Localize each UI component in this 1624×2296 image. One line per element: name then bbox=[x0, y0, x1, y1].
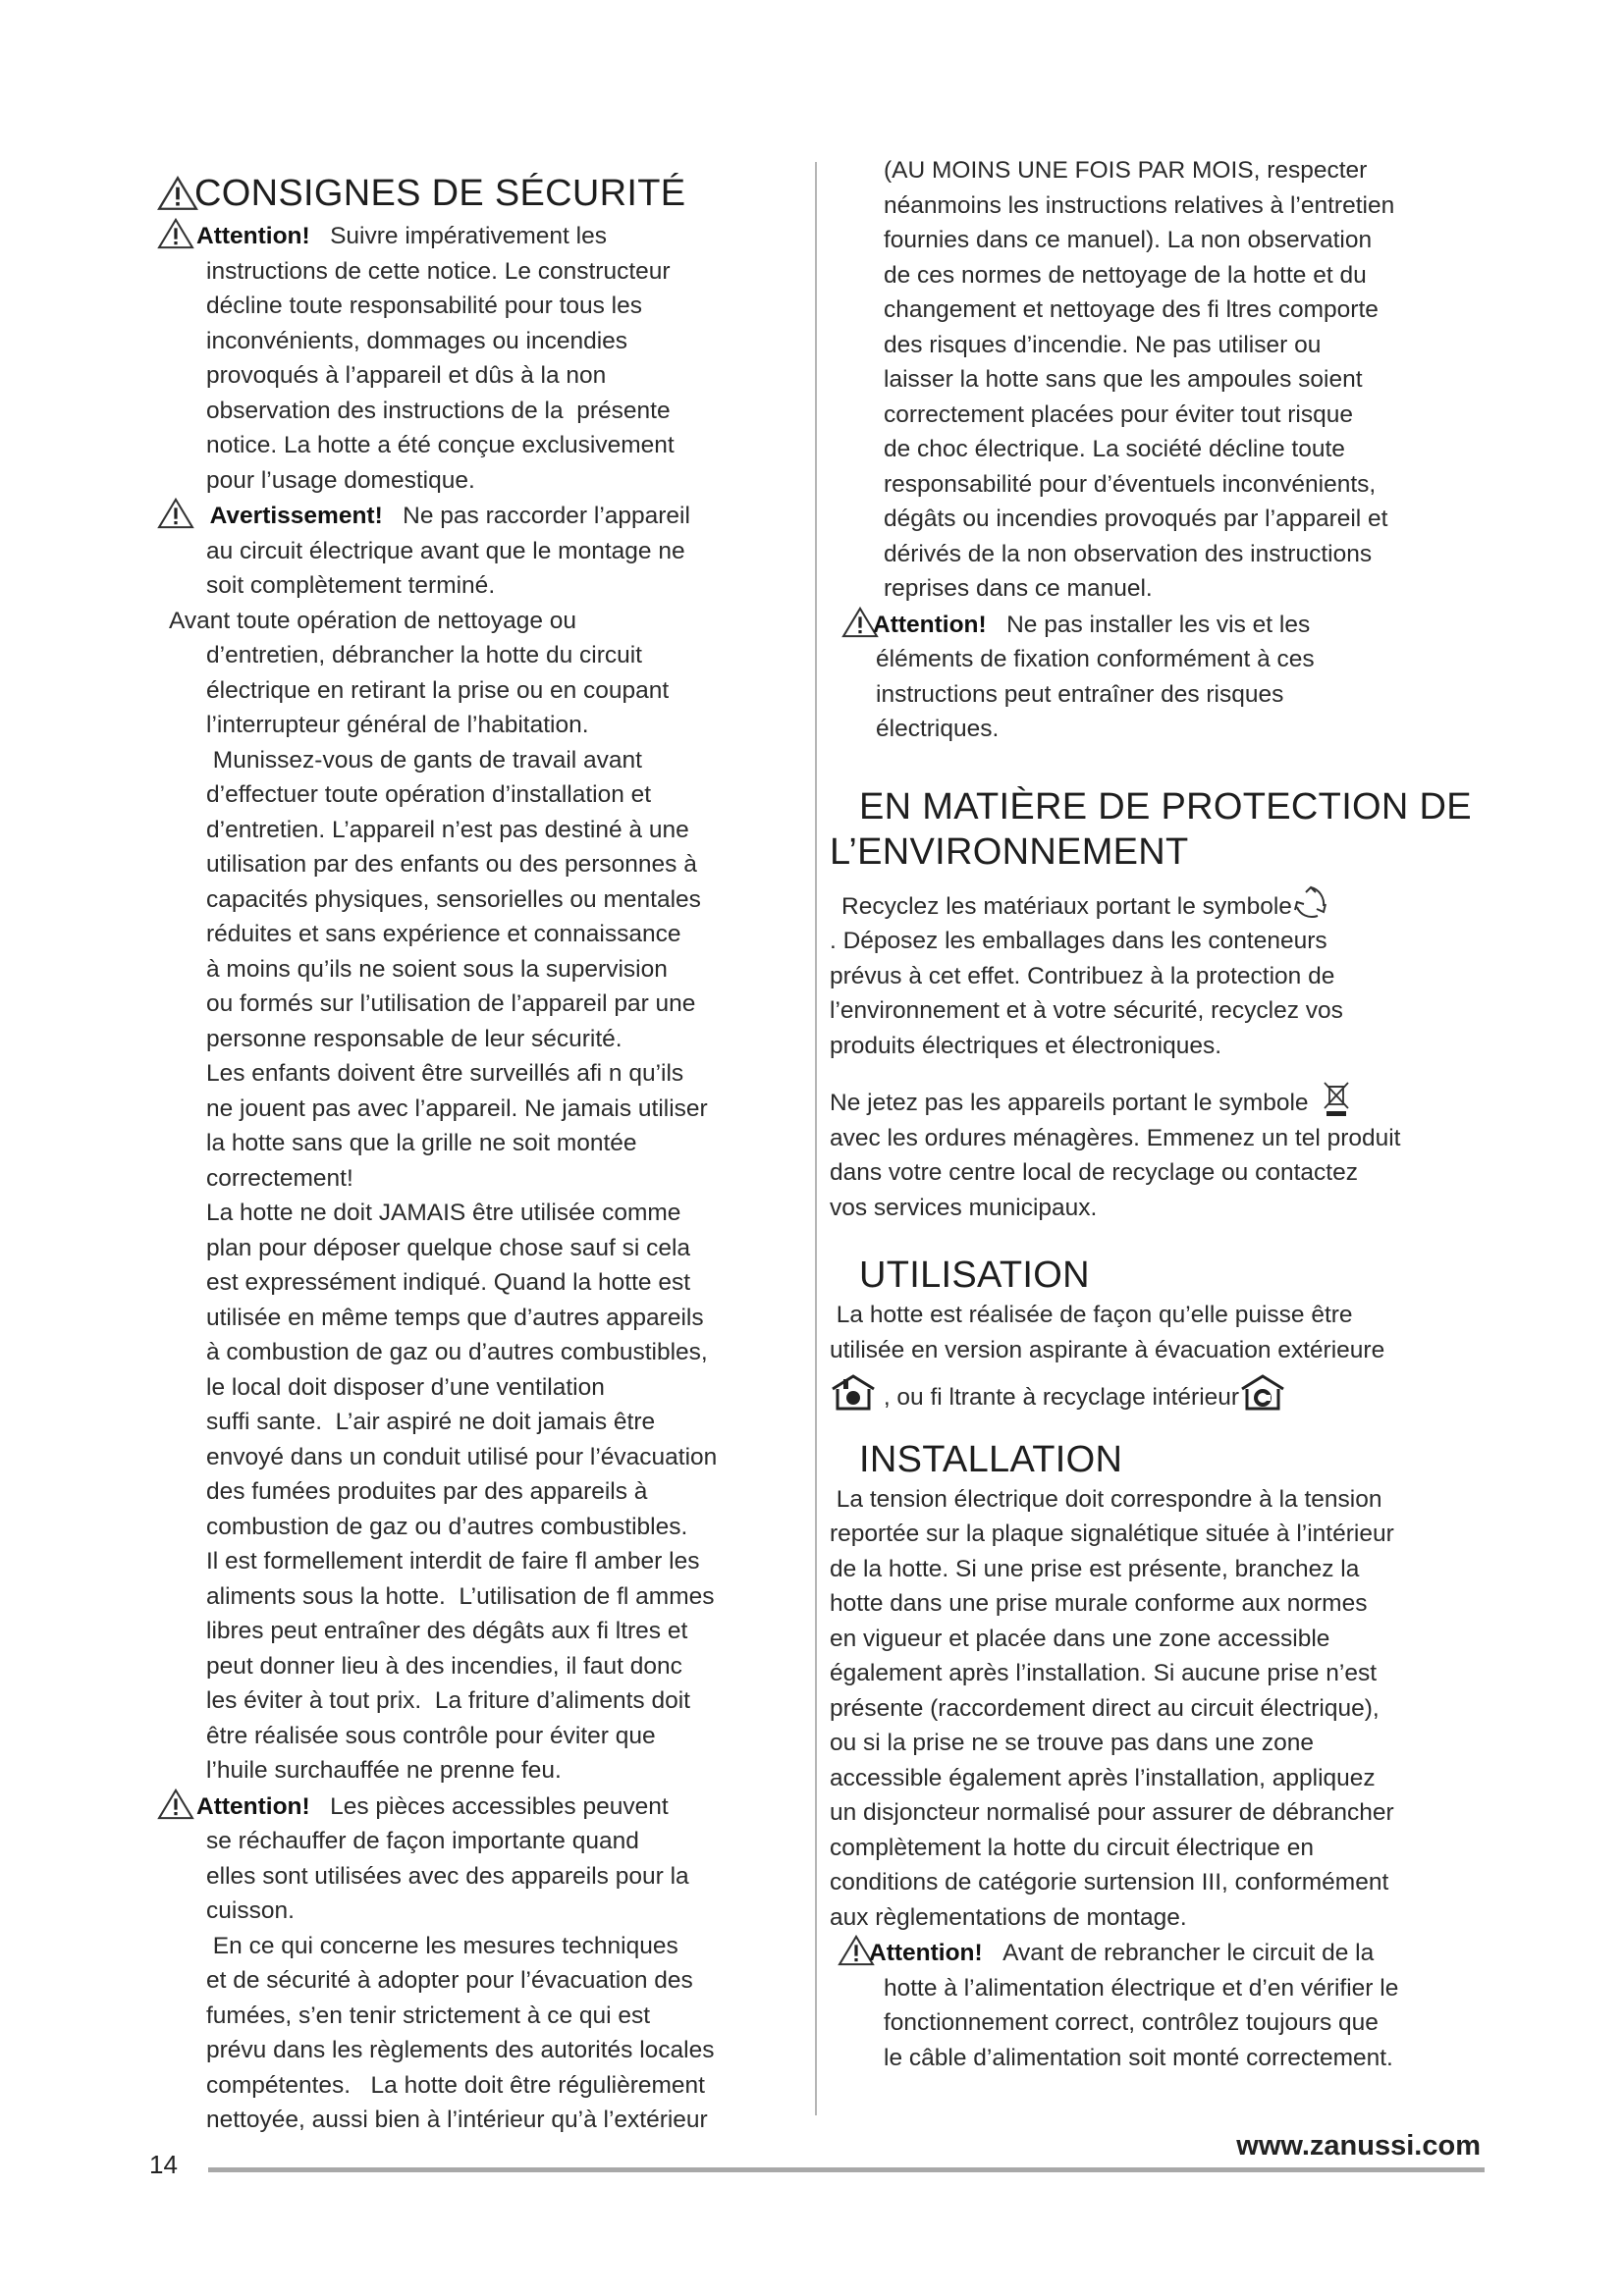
text-line: plan pour déposer quelque chose sauf si cela bbox=[206, 1234, 691, 1261]
text-line: provoqués à l’appareil et dûs à la non bbox=[206, 362, 607, 389]
footer-rule bbox=[208, 2167, 1485, 2172]
safety-cleaning bbox=[157, 604, 805, 743]
text-line: prévus à cet effet. Contribuez à la protection de bbox=[830, 962, 1335, 989]
text-line: , ou fi ltrante à recyclage intérieur bbox=[830, 1373, 1488, 1415]
text-line: décline toute responsabilité pour tous les bbox=[206, 293, 643, 319]
text-line: Attention! Les pièces accessibles peuvent bbox=[157, 1789, 805, 1825]
environment-recycle bbox=[830, 884, 1488, 1064]
text-line: Avant toute opération de nettoyage ou bbox=[169, 607, 577, 634]
text-line: au circuit électrique avant que le montage ne bbox=[206, 537, 685, 564]
text-line: utilisation par des enfants ou des personnes à bbox=[206, 851, 697, 878]
text-line: d’effectuer toute opération d’installation et bbox=[206, 781, 652, 808]
text-line: instructions peut entraîner des risques bbox=[876, 680, 1284, 708]
safety-attention-1 bbox=[157, 218, 805, 498]
text-line: Attention! Avant de rebrancher le circuit de la bbox=[838, 1935, 1488, 1971]
text-line: dégâts ou incendies provoqués par l’appareil et bbox=[884, 506, 1388, 532]
text-line: le câble d’alimentation soit monté correctement. bbox=[884, 2044, 1393, 2071]
extraction-mode-icon bbox=[830, 1373, 877, 1413]
text-line: est expressément indiqué. Quand la hotte est bbox=[206, 1269, 691, 1296]
text-line: Attention! Ne pas installer les vis et les bbox=[841, 607, 1488, 643]
text-line: dans votre centre local de recyclage ou contactez bbox=[830, 1159, 1358, 1186]
text-line: réduites et sans expérience et connaissance bbox=[206, 921, 681, 947]
usage-text bbox=[830, 1298, 1488, 1415]
text-line: changement et nettoyage des fi ltres comporte bbox=[884, 296, 1379, 323]
text-line: aux règlementations de montage. bbox=[830, 1903, 1187, 1931]
text-line: hotte à l’alimentation électrique et d’en vérifier le bbox=[884, 1974, 1399, 2002]
text-line: Les enfants doivent être surveillés afi n qu’ils bbox=[206, 1060, 684, 1087]
safety-technical bbox=[157, 1929, 805, 2138]
text-line: l’huile surchauffée ne prenne feu. bbox=[206, 1757, 562, 1784]
warning-icon bbox=[157, 176, 198, 211]
text-line: reportée sur la plaque signalétique située à l’intérieur bbox=[830, 1521, 1394, 1547]
text-line: conditions de catégorie surtension III, conformément bbox=[830, 1869, 1389, 1896]
text-line: fumées, s’en tenir strictement à ce qui est bbox=[206, 2002, 651, 2029]
text-line: de choc électrique. La société décline toute bbox=[884, 436, 1345, 462]
text-line: envoyé dans un conduit utilisé pour l’évacuation bbox=[206, 1443, 718, 1470]
safety-attention-2 bbox=[157, 1789, 805, 1929]
text-line: complètement la hotte du circuit électrique en bbox=[830, 1834, 1314, 1861]
text-line: personne responsable de leur sécurité. bbox=[206, 1025, 623, 1052]
safety-attention-3 bbox=[841, 607, 1488, 747]
text-line: Il est formellement interdit de faire fl amber les bbox=[206, 1548, 700, 1575]
text-line: suffi sante. L’air aspiré ne doit jamais être bbox=[206, 1409, 656, 1435]
text-line: les éviter à tout prix. La friture d’aliments doit bbox=[206, 1687, 690, 1714]
text-line: fournies dans ce manuel). La non observation bbox=[884, 227, 1373, 253]
text-line: la hotte sans que la grille ne soit montée bbox=[206, 1130, 637, 1156]
section-title-environment: EN MATIÈRE DE PROTECTION DE L’ENVIRONNEMENT bbox=[830, 785, 1472, 873]
text-line: d’entretien, débrancher la hotte du circuit bbox=[206, 642, 642, 668]
text-line: l’environnement et à votre sécurité, recyclez vos bbox=[830, 997, 1343, 1024]
safety-general bbox=[157, 743, 805, 1789]
installation-text bbox=[830, 1482, 1488, 1936]
warning-icon bbox=[157, 1789, 194, 1820]
text-line: produits électriques et électroniques. bbox=[830, 1032, 1222, 1059]
text-line: laisser la hotte sans que les ampoules soient bbox=[884, 366, 1363, 393]
text-line: Attention! Suivre impérativement les bbox=[157, 218, 805, 254]
warning-icon bbox=[157, 498, 194, 529]
section-title-safety: CONSIGNES DE SÉCURITÉ bbox=[157, 171, 805, 216]
text-line: présente (raccordement direct au circuit électrique), bbox=[830, 1694, 1380, 1722]
text-line: La tension électrique doit correspondre à la tension bbox=[830, 1485, 1382, 1513]
text-line: et de sécurité à adopter pour l’évacuation des bbox=[206, 1967, 693, 1994]
text-line: La hotte ne doit JAMAIS être utilisée comme bbox=[206, 1200, 681, 1226]
text-line: également après l’installation. Si aucune prise n’est bbox=[830, 1660, 1378, 1686]
text-line: ou formés sur l’utilisation de l’appareil par une bbox=[206, 990, 696, 1017]
text-line: à moins qu’ils ne soient sous la supervision bbox=[206, 955, 668, 983]
installation-attention bbox=[838, 1935, 1488, 2075]
text-line: peut donner lieu à des incendies, il faut donc bbox=[206, 1652, 682, 1680]
text-line: le local doit disposer d’une ventilation bbox=[206, 1373, 605, 1401]
text-line: Avertissement! Ne pas raccorder l’appareil bbox=[157, 498, 805, 534]
text-line: Ne jetez pas les appareils portant le symbole bbox=[830, 1081, 1488, 1121]
text-line: correctement placées pour éviter tout risque bbox=[884, 400, 1353, 428]
text-line: des fumées produites par des appareils à bbox=[206, 1478, 648, 1505]
text-line: accessible également après l’installation, appliquez bbox=[830, 1764, 1376, 1791]
text-line: de ces normes de nettoyage de la hotte et du bbox=[884, 261, 1367, 289]
section-title-installation: INSTALLATION bbox=[859, 1438, 1123, 1480]
text-line: notice. La hotte a été conçue exclusivement bbox=[206, 432, 675, 458]
text-line: avec les ordures ménagères. Emmenez un tel produit bbox=[830, 1124, 1401, 1151]
text-line: électriques. bbox=[876, 716, 1000, 742]
page-number: 14 bbox=[149, 2150, 178, 2179]
text-line: néanmoins les instructions relatives à l’entretien bbox=[884, 191, 1395, 219]
safety-attention-1-body bbox=[157, 254, 805, 499]
text-line: ne jouent pas avec l’appareil. Ne jamais utiliser bbox=[206, 1095, 708, 1122]
text-line: l’interrupteur général de l’habitation. bbox=[206, 712, 589, 738]
text-line: cuisson. bbox=[206, 1897, 295, 1924]
text-line: libres peut entraîner des dégâts aux fi ltres et bbox=[206, 1618, 688, 1644]
text-line: . Déposez les emballages dans les conteneurs bbox=[830, 928, 1327, 954]
text-line: de la hotte. Si une prise est présente, branchez la bbox=[830, 1555, 1360, 1582]
text-line: capacités physiques, sensorielles ou mentales bbox=[206, 885, 701, 913]
text-line: responsabilité pour d’éventuels inconvénients, bbox=[884, 470, 1377, 498]
text-line: correctement! bbox=[206, 1164, 353, 1192]
text-line: Recyclez les matériaux portant le symbole bbox=[841, 884, 1488, 925]
text-line: fonctionnement correct, contrôlez toujours que bbox=[884, 2009, 1379, 2036]
text-line: pour l’usage domestique. bbox=[206, 466, 475, 494]
text-line: En ce qui concerne les mesures techniques bbox=[206, 1932, 678, 1959]
text-line: éléments de fixation conformément à ces bbox=[876, 646, 1315, 672]
text-line: soit complètement terminé. bbox=[206, 572, 496, 599]
text-line: prévu dans les règlements des autorités locales bbox=[206, 2037, 715, 2063]
text-line: dérivés de la non observation des instructions bbox=[884, 540, 1373, 567]
text-line: nettoyée, aussi bien à l’intérieur qu’à l’extérieur bbox=[206, 2107, 708, 2133]
text-line: se réchauffer de façon importante quand bbox=[206, 1828, 639, 1854]
safety-warning bbox=[157, 498, 805, 604]
text-line: vos services municipaux. bbox=[830, 1194, 1098, 1221]
text-line: ou si la prise ne se trouve pas dans une zone bbox=[830, 1730, 1315, 1756]
text-line: observation des instructions de la présente bbox=[206, 397, 671, 424]
text-line: La hotte est réalisée de façon qu’elle puisse être bbox=[830, 1302, 1353, 1328]
crossed-bin-icon bbox=[1322, 1081, 1351, 1118]
left-column bbox=[157, 147, 805, 2138]
environment-weee bbox=[830, 1081, 1488, 1225]
text-line: utilisée en même temps que d’autres appareils bbox=[206, 1304, 704, 1331]
warning-icon bbox=[157, 218, 194, 249]
text-line: à combustion de gaz ou d’autres combustibles, bbox=[206, 1339, 708, 1365]
text-line: instructions de cette notice. Le constructeur bbox=[206, 257, 671, 285]
text-line: reprises dans ce manuel. bbox=[884, 575, 1153, 602]
section-title-usage: UTILISATION bbox=[859, 1255, 1090, 1296]
text-line: être réalisée sous contrôle pour éviter que bbox=[206, 1722, 656, 1749]
text-line: en vigueur et placée dans une zone accessible bbox=[830, 1625, 1330, 1652]
text-line: combustion de gaz ou d’autres combustibles. bbox=[206, 1513, 688, 1540]
recycle-icon bbox=[1292, 884, 1329, 922]
text-line: hotte dans une prise murale conforme aux normes bbox=[830, 1590, 1368, 1617]
text-line: électrique en retirant la prise ou en coupant bbox=[206, 676, 670, 704]
text-line: d’entretien. L’appareil n’est pas destiné à une bbox=[206, 816, 689, 843]
text-line: elles sont utilisées avec des appareils pour la bbox=[206, 1862, 689, 1890]
text-line: (AU MOINS UNE FOIS PAR MOIS, respecter bbox=[884, 157, 1368, 184]
column-divider bbox=[815, 162, 817, 2115]
footer-website[interactable]: www.zanussi.com bbox=[1236, 2130, 1481, 2162]
text-line: aliments sous la hotte. L’utilisation de fl ammes bbox=[206, 1582, 715, 1610]
text-line: Munissez-vous de gants de travail avant bbox=[206, 746, 642, 774]
text-line: utilisée en version aspirante à évacuation extérieure bbox=[830, 1336, 1385, 1363]
recirculation-mode-icon bbox=[1239, 1373, 1286, 1413]
text-line: des risques d’incendie. Ne pas utiliser ou bbox=[884, 331, 1322, 358]
text-line: inconvénients, dommages ou incendies bbox=[206, 327, 628, 354]
text-line: compétentes. La hotte doit être régulièrement bbox=[206, 2071, 705, 2099]
right-column bbox=[830, 153, 1488, 2075]
text-line: un disjoncteur normalisé pour assurer de débrancher bbox=[830, 1799, 1394, 1826]
safety-cleaning-continued bbox=[830, 153, 1488, 607]
